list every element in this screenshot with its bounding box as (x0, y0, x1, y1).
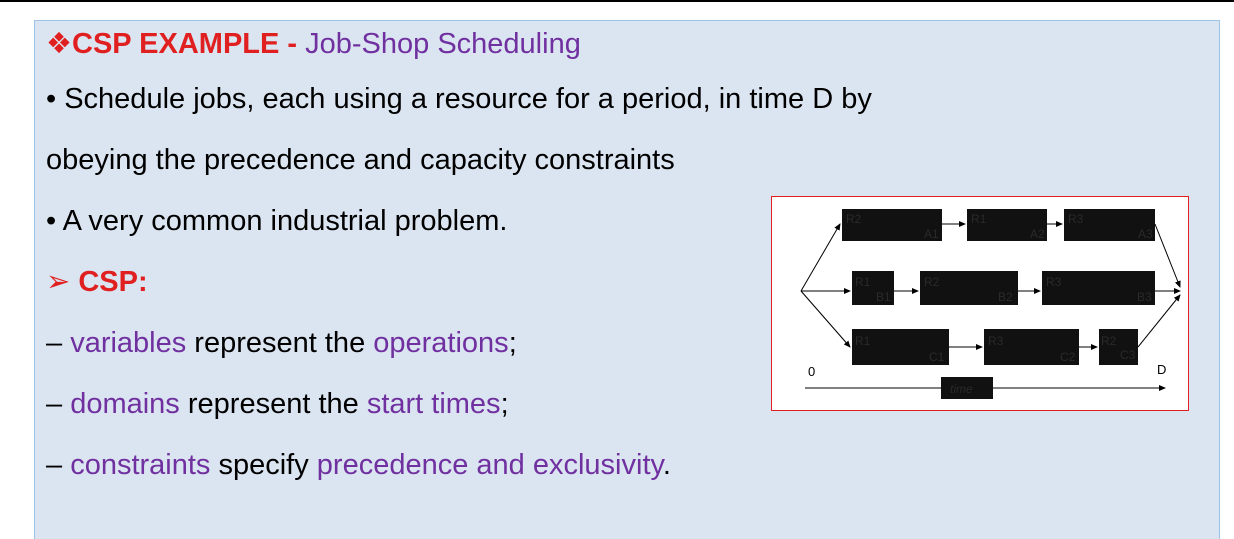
csp-item-domains (46, 384, 509, 424)
label-a2-op: A2 (1030, 227, 1045, 241)
axis-start-label: 0 (808, 364, 816, 379)
label-c3-resource: R2 (1101, 334, 1117, 348)
csp-label: CSP: (78, 266, 148, 298)
start-edge-c (801, 291, 850, 347)
arrow-bullet-icon: ➢ (46, 266, 79, 298)
label-b3-resource: R3 (1046, 275, 1062, 289)
text: specify (210, 449, 317, 481)
bullet-line-1-continued: obeying the precedence and capacity constraints (46, 144, 675, 176)
term-operations: operations (373, 327, 509, 359)
dash: – (46, 327, 71, 359)
csp-heading (46, 262, 148, 302)
label-c1-resource: R1 (855, 334, 871, 348)
text: represent the (179, 388, 367, 420)
csp-item-variables (46, 323, 517, 363)
axis-end-label: D (1157, 362, 1167, 377)
title-prefix: CSP EXAMPLE - (72, 28, 306, 60)
end-edge-a (1155, 224, 1180, 287)
label-a3-resource: R3 (1068, 212, 1084, 226)
bullet-line-1: • Schedule jobs, each using a resource for a period, in time D by (46, 83, 872, 115)
label-c3-op: C3 (1120, 348, 1136, 362)
csp-item-constraints (46, 445, 671, 485)
text: represent the (186, 327, 374, 359)
bullet-line-2: • A very common industrial problem. (46, 205, 508, 237)
label-b2-op: B2 (998, 290, 1013, 304)
label-a1-op: A1 (924, 227, 939, 241)
label-b1-resource: R1 (855, 275, 871, 289)
label-c1-op: C1 (929, 350, 945, 364)
term-variables: variables (70, 327, 187, 359)
term-start-times: start times (366, 388, 501, 420)
label-b1-op: B1 (876, 290, 891, 304)
label-c2-op: C2 (1060, 350, 1076, 364)
start-edge-a (801, 224, 840, 291)
label-a1-resource: R2 (846, 212, 862, 226)
punctuation: ; (508, 327, 517, 359)
dash: – (46, 388, 71, 420)
label-b3-op: B3 (1137, 290, 1152, 304)
punctuation: . (662, 449, 671, 481)
dash: – (46, 449, 71, 481)
slide-title (46, 24, 581, 64)
punctuation: ; (500, 388, 509, 420)
title-bullet-icon: ❖ (46, 28, 72, 60)
label-b2-resource: R2 (924, 275, 940, 289)
term-precedence-exclusivity: precedence and exclusivity (316, 449, 663, 481)
axis-time-label: time (950, 382, 973, 396)
label-a2-resource: R1 (971, 212, 987, 226)
term-constraints: constraints (70, 449, 211, 481)
term-domains: domains (70, 388, 180, 420)
label-c2-resource: R3 (988, 334, 1004, 348)
label-a3-op: A3 (1138, 227, 1153, 241)
job-shop-diagram (771, 196, 1189, 411)
title-subject: Job-Shop Scheduling (305, 28, 581, 60)
top-border-line (0, 0, 1234, 2)
job-shop-diagram-svg (772, 197, 1188, 410)
